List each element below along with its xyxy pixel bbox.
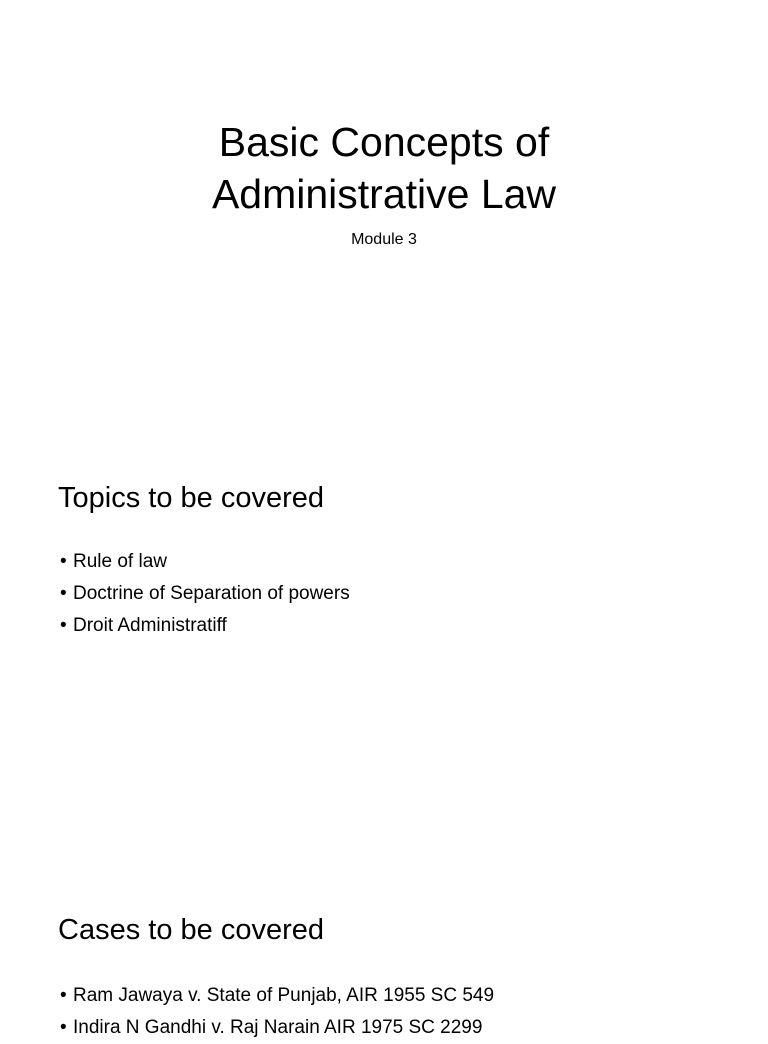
cases-list-item: • Indira N Gandhi v. Raj Narain AIR 1975 SC 2299 xyxy=(60,1012,494,1044)
slide-subtitle: Module 3 xyxy=(351,231,417,248)
topics-list-item: • Rule of law xyxy=(60,546,350,578)
cases-heading: Cases to be covered xyxy=(58,914,324,946)
slide-title xyxy=(0,116,768,220)
topics-heading: Topics to be covered xyxy=(58,482,324,514)
cases-slide xyxy=(0,864,768,1038)
cases-list-item: • Ram Jawaya v. State of Punjab, AIR 1955 SC 549 xyxy=(60,980,494,1012)
topics-slide xyxy=(0,432,768,864)
slide-title-line-2: Administrative Law xyxy=(211,171,557,217)
slide-title-line-1: Basic Concepts of xyxy=(218,119,550,165)
topics-list-item: • Droit Administratiff xyxy=(60,610,350,642)
topics-list-item: • Doctrine of Separation of powers xyxy=(60,578,350,610)
title-slide xyxy=(0,0,768,432)
cases-list xyxy=(60,980,494,1044)
topics-list xyxy=(60,546,350,642)
